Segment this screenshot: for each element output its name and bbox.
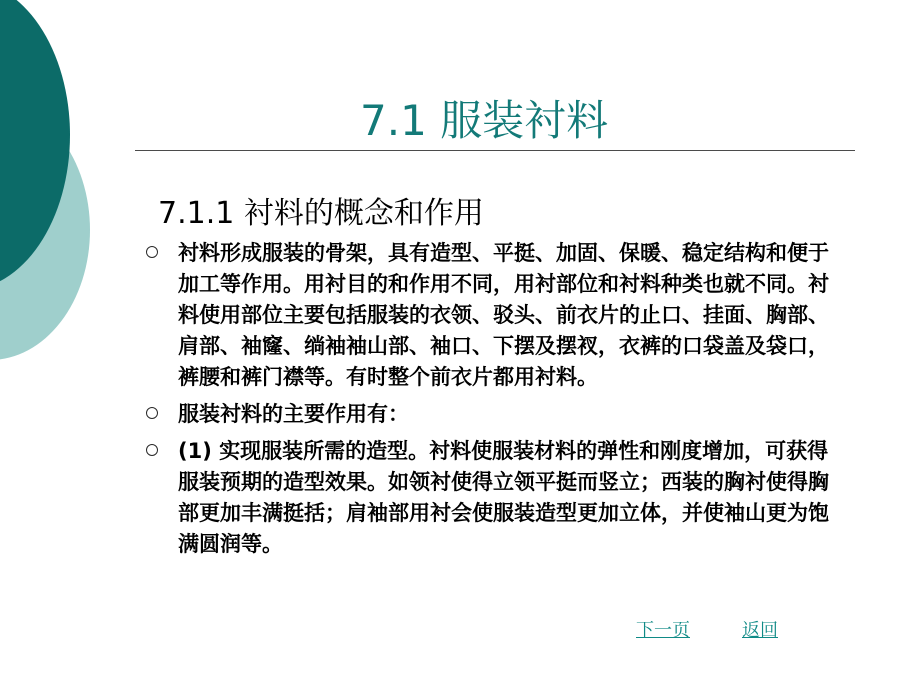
bullet-list [142,238,842,566]
list-item [142,436,842,560]
bullet-text: (1) 实现服装所需的造型。衬料使服装材料的弹性和刚度增加，可获得服装预期的造型效果。如领衬使得立领平挺而竖立；西装的胸衬使得胸部更加丰满挺括；肩袖部用衬会使服装造型更加立体，并使袖山更为饱满圆润等。 [178,439,829,556]
bullet-text: 服装衬料的主要作用有： [178,402,409,426]
list-item [142,399,842,430]
hollow-circle-bullet-icon [146,246,158,258]
decorative-circles [0,0,140,400]
back-link[interactable]: 返回 [742,620,778,641]
title-divider [135,150,855,151]
list-item [142,238,842,393]
hollow-circle-bullet-icon [146,407,158,419]
hollow-circle-bullet-icon [146,444,158,456]
next-page-link[interactable]: 下一页 [636,620,690,641]
slide-title: 7.1 服装衬料 [360,96,609,145]
section-subtitle: 7.1.1 衬料的概念和作用 [158,196,484,231]
bullet-text: 衬料形成服装的骨架，具有造型、平挺、加固、保暖、稳定结构和便于加工等作用。用衬目的和作用不同，用衬部位和衬料种类也就不同。衬料使用部位主要包括服装的衣领、驳头、前衣片的止口、挂面、胸部、肩部、袖窿、绱袖袖山部、袖口、下摆及摆衩，衣裤的口袋盖及袋口，裤腰和裤门襟等。有时整个前衣片都用衬料。 [178,241,829,389]
